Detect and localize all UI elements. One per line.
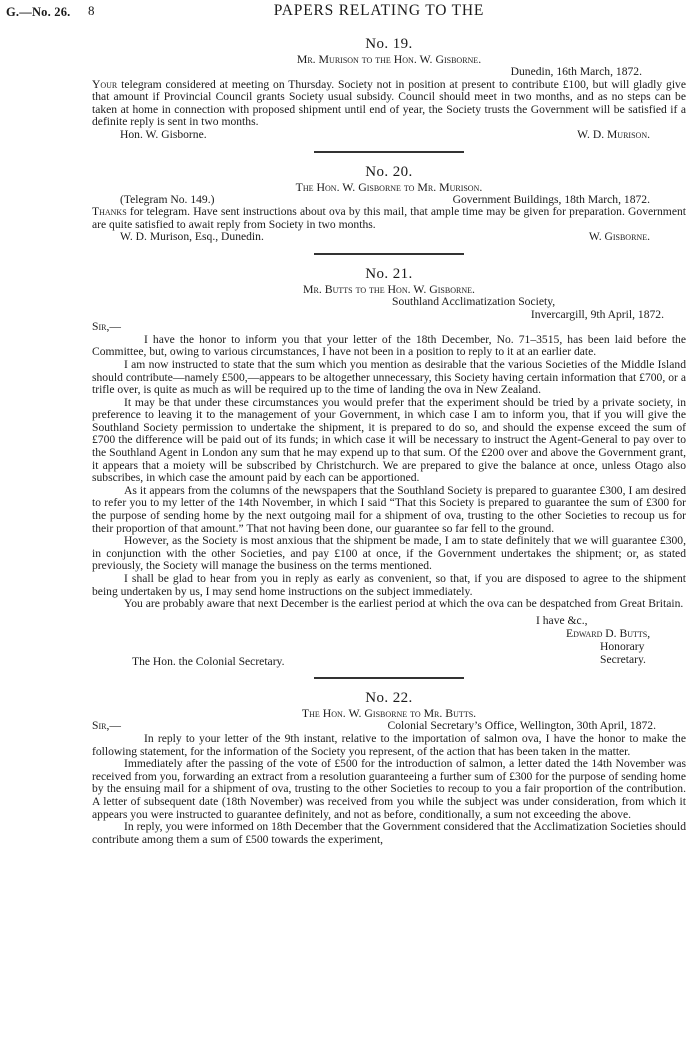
dateline: Dunedin, 16th March, 1872. <box>510 65 642 78</box>
addressee-signature-row <box>92 129 686 142</box>
addressee: The Hon. the Colonial Secretary. <box>132 654 285 668</box>
closing: I have &c., <box>536 613 588 627</box>
section-rule <box>314 151 464 153</box>
paragraph: It may be that under these circumstances you would prefer that the experiment should be tried by a private society, in preference to leaving it to the management of your Government, in which case I am to inform you, that if you will give the Southland Society permission to undertake the shipment, it is prepared to do so, and should the expense exceed the sum of £700 the difference will be paid out of its funds; in which case it will be necessary to instruct the Agent-General to pay over to the Southland Agent in London any sum that he may expend up to that sum. Of the £200 over and above the Government grant, it appears that a moiety will be subscribed by Christchurch. We are prepared to give the balance at once, unless Otago also subscribes, in which case the amount paid by each can be apportioned. <box>92 395 686 485</box>
body-first-word: Thanks <box>92 205 127 219</box>
section-rule <box>314 677 464 679</box>
telegram-number: (Telegram No. 149.) <box>120 192 215 206</box>
paragraph: I have the honor to inform you that your letter of the 18th December, No. 71–3515, has been laid before the Committee, but, owing to various circumstances, I have not been in a position to reply to it at an earlier date. <box>92 332 686 359</box>
signature: Edward D. Butts, <box>566 626 651 640</box>
letter-20 <box>92 163 686 244</box>
page-reference: G.—No. 26. <box>6 5 71 19</box>
signature: W. Gisborne. <box>588 230 650 244</box>
page-number: 8 <box>88 3 95 18</box>
body-text: for telegram. Have sent instructions about ova by this mail, that ample time may be given for preparation. Government are quite satisfied to await reply from Society in two months. <box>92 205 686 231</box>
paragraph: I am now instructed to state that the sum which you mention as desirable that the various Societies of the Middle Island should contribute—namely £500,—appears to be altogether unnecessary, this Society having certain information that £700, or a trifle over, is quite as much as will be required up to the time of landing the ova in New Zealand. <box>92 357 686 397</box>
paragraph: However, as the Society is most anxious that the shipment be made, I am to state definitely that we will guarantee £300, in conjunction with the other Societies, and pay £100 at once, if the Government undertakes the shipment; or, as stated previously, the Society will manage the business on the terms mentioned. <box>92 534 686 573</box>
paragraph: I shall be glad to hear from you in reply as early as convenient, so that, if you are disposed to agree to the shipment being undertaken by us, I may send home instructions on the subject immediately. <box>92 572 686 598</box>
letter-21 <box>92 265 686 668</box>
letter-title: Mr. Murison to the Hon. W. Gisborne. <box>296 52 482 66</box>
signature: W. D. Murison. <box>577 127 650 141</box>
salutation: Sir,— <box>92 320 121 334</box>
body-text: telegram considered at meeting on Thursday. Society not in position at present to contribute £100, but will gladly give that amount if Provincial Council grants Society usual subsidy. Council should meet in two months, and as no steps can be taken at home in connection with proposed shipment until end of year, the Society trusts the Government will be satisfied if a definite reply is sent in two months. <box>92 77 686 129</box>
letter-title: The Hon. W. Gisborne to Mr. Murison. <box>295 179 483 194</box>
paragraph: In reply to your letter of the 9th instant, relative to the importation of salmon ova, I have the honor to make the following statement, for the information of the Society you represent, of the action that has been taken in the matter. <box>92 731 686 758</box>
addressee: W. D. Murison, Esq., Dunedin. <box>120 230 264 244</box>
sender-organisation: Southland Acclimatization Society, <box>392 294 556 308</box>
dateline: Invercargill, 9th April, 1872. <box>530 307 664 321</box>
addressee-signature-row <box>92 231 686 244</box>
letter-title: The Hon. W. Gisborne to Mr. Butts. <box>301 706 477 721</box>
dateline: Government Buildings, 18th March, 1872. <box>452 192 650 206</box>
paragraph: You are probably aware that next December is the earliest period at which the ova can be despatched from Great Britain. <box>124 597 684 611</box>
body-first-word: Your <box>92 77 118 91</box>
letter-number: No. 22. <box>365 690 413 707</box>
letter-number: No. 20. <box>365 163 413 180</box>
signature-title: Honorary Secretary. <box>600 639 646 666</box>
running-head: PAPERS RELATING TO THE <box>273 2 485 19</box>
paragraph: In reply, you were informed on 18th December that the Government considered that the Acclimatization Societies should contribute among them a sum of £500 towards the experiment, <box>92 820 686 846</box>
addressee: Hon. W. Gisborne. <box>120 127 207 141</box>
paragraph: As it appears from the columns of the newspapers that the Southland Society is prepared to guarantee £300, I am desired to refer you to my letter of the 14th November, in which I said “That this Society is prepared to guarantee the sum of £300 for the purpose of sending home by the next outgoing mail for a shipment of ova, trusting to the other Societies to recoup us for their proportion of that amount.” That not having been done, our guarantee so far fell to the ground. <box>92 483 686 535</box>
letter-body <box>92 79 686 129</box>
letter-body <box>92 206 686 231</box>
letter-22 <box>92 689 686 846</box>
section-rule <box>314 253 464 255</box>
letter-number: No. 21. <box>365 265 413 282</box>
dateline: Colonial Secretary’s Office, Wellington, 30th April, 1872. <box>387 719 656 733</box>
letter-number: No. 19. <box>365 36 413 52</box>
salutation: Sir,— <box>92 719 121 733</box>
letter-title: Mr. Butts to the Hon. W. Gisborne. <box>303 281 475 296</box>
letter-19 <box>92 35 686 142</box>
paragraph: Immediately after the passing of the vote of £500 for the introduction of salmon, a letter dated the 14th November was received from you, forwarding an extract from a resolution guaranteeing a further sum of £300 for the purpose of sending home by the ensuing mail for a shipment of ova, trusting to the other Societies to recoup to you a fair proportion of the contribution. A letter of subsequent date (18th November) was received from you while the subject was under consideration, from which it appears you were instructed to guarantee definitely, and not as before, conditionally, a sum not exceeding the above. <box>92 757 686 821</box>
